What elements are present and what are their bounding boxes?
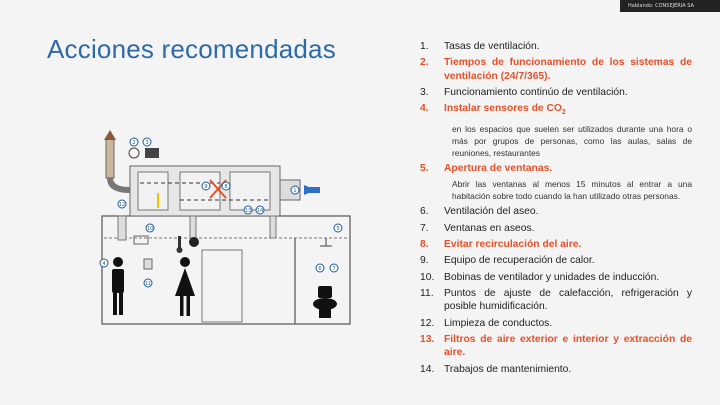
list-item-number: 4. <box>420 103 429 115</box>
list-item-number: 12. <box>420 317 435 329</box>
toilet-icon <box>313 286 337 318</box>
sensor-icon <box>189 237 199 247</box>
building-outline <box>102 216 350 324</box>
duct-left <box>118 216 126 240</box>
list-item-label: Apertura de ventanas. <box>444 162 553 174</box>
callout-2: 2 <box>132 140 136 146</box>
list-item-label: Evitar recirculación del aire. <box>444 238 582 250</box>
list-item-text <box>444 56 692 82</box>
list-item <box>420 162 692 175</box>
list-item <box>420 333 692 359</box>
list-item-number: 6. <box>420 206 429 218</box>
list-item <box>420 363 692 376</box>
list-item-label: Bobinas de ventilador y unidades de inducción. <box>444 271 660 283</box>
callout-7: 7 <box>332 266 336 272</box>
thermometer-icon <box>178 236 181 248</box>
list-item-label: Equipo de recuperación de calor. <box>444 255 595 267</box>
list-item-number: 13. <box>420 334 435 346</box>
callout-9: 9 <box>204 184 208 190</box>
list-item <box>420 222 692 235</box>
subscript: 2 <box>561 109 566 117</box>
list-item-text <box>444 254 692 267</box>
list-item-number: 5. <box>420 162 429 174</box>
list-item-detail: en los espacios que suelen ser utilizados durante una hora o más por grupos de personas, como las aulas, salas de reuniones, restaurantes <box>452 123 692 158</box>
callout-12: 12 <box>118 202 126 208</box>
list-item-label: Ventanas en aseos. <box>444 222 535 234</box>
slide-title: Acciones recomendadas <box>47 34 336 64</box>
callout-4: 4 <box>102 261 106 267</box>
callout-6: 6 <box>318 266 322 272</box>
callout-13: 13 <box>244 208 252 214</box>
list-item-text <box>444 333 692 359</box>
list-item-text <box>444 363 692 376</box>
list-item-label: Tasas de ventilación. <box>444 41 540 52</box>
exhaust-arrow <box>104 130 116 140</box>
list-item-label: Puntos de ajuste de calefacción, refrigeración y posible humidificación. <box>444 288 692 313</box>
list-item-label: Funcionamiento continúo de ventilación. <box>444 86 628 98</box>
callout-11: 11 <box>144 281 152 287</box>
clock-icon <box>129 148 139 158</box>
list-item-number: 1. <box>420 41 429 52</box>
thermostat-icon <box>144 259 152 269</box>
intake-arrow-tail <box>306 187 320 193</box>
person-man-icon <box>112 257 124 315</box>
list-item-detail: Abrir las ventanas al menos 15 minutos al entrar a una habitación sobre todo cuando la han utilizado otras personas. <box>452 179 692 202</box>
person-woman-icon <box>175 257 195 316</box>
ceiling-diffuser-icon <box>320 238 332 246</box>
exhaust-bend <box>110 178 130 190</box>
list-item <box>420 317 692 330</box>
list-item-label: Instalar sensores de CO <box>444 103 562 115</box>
list-item-text <box>444 162 692 175</box>
list-item <box>420 271 692 284</box>
duct-right <box>270 216 276 238</box>
list-item-text <box>444 40 692 53</box>
control-panel-icon <box>145 148 159 158</box>
list-item-number: 3. <box>420 86 429 98</box>
filter-section <box>230 172 270 210</box>
list-item <box>420 86 692 99</box>
list-item-number: 11. <box>420 288 434 300</box>
callout-3: 3 <box>145 140 149 146</box>
list-item-text <box>444 86 692 99</box>
exhaust-duct <box>106 138 114 178</box>
list-item-label: Tiempos de funcionamiento de los sistemas de ventilación (24/7/365). <box>444 57 692 82</box>
heat-recovery <box>180 172 220 210</box>
callout-14: 14 <box>256 208 264 214</box>
list-item <box>420 56 692 82</box>
list-item-label: Limpieza de conductos. <box>444 317 553 329</box>
callout-10: 10 <box>146 226 154 232</box>
list-item-number: 9. <box>420 255 429 267</box>
recommendations-list <box>420 40 692 379</box>
list-item <box>420 287 692 313</box>
list-item-text <box>444 222 692 235</box>
list-item-text <box>444 271 692 284</box>
duct-mid <box>190 216 196 238</box>
list-item-text <box>444 205 692 218</box>
list-item <box>420 254 692 267</box>
speaker-bar: Hablando: CONSEJERIA SA <box>620 0 720 12</box>
ventilation-diagram <box>90 128 360 328</box>
list-item-number: 10. <box>420 271 435 283</box>
list-item-number: 2. <box>420 57 429 69</box>
list-item-label: Filtros de aire exterior e interior y extracción de aire. <box>444 334 692 359</box>
list-item <box>420 102 692 119</box>
list-item <box>420 205 692 218</box>
list-item-text <box>444 238 692 251</box>
list-item-text <box>444 317 692 330</box>
sensor-box <box>134 236 148 244</box>
list-item-text <box>444 102 692 119</box>
list-item <box>420 40 692 53</box>
callout-1: 1 <box>293 188 297 194</box>
callout-8: 8 <box>224 184 228 190</box>
list-item-label: Trabajos de mantenimiento. <box>444 363 572 375</box>
list-item-number: 8. <box>420 238 429 250</box>
list-item-number: 14. <box>420 363 435 375</box>
list-item-label: Ventilación del aseo. <box>444 206 539 218</box>
list-item-number: 7. <box>420 222 429 234</box>
list-item <box>420 238 692 251</box>
door <box>202 250 242 322</box>
callout-5: 5 <box>336 226 340 232</box>
list-item-text <box>444 287 692 313</box>
ahu-section <box>138 172 168 210</box>
